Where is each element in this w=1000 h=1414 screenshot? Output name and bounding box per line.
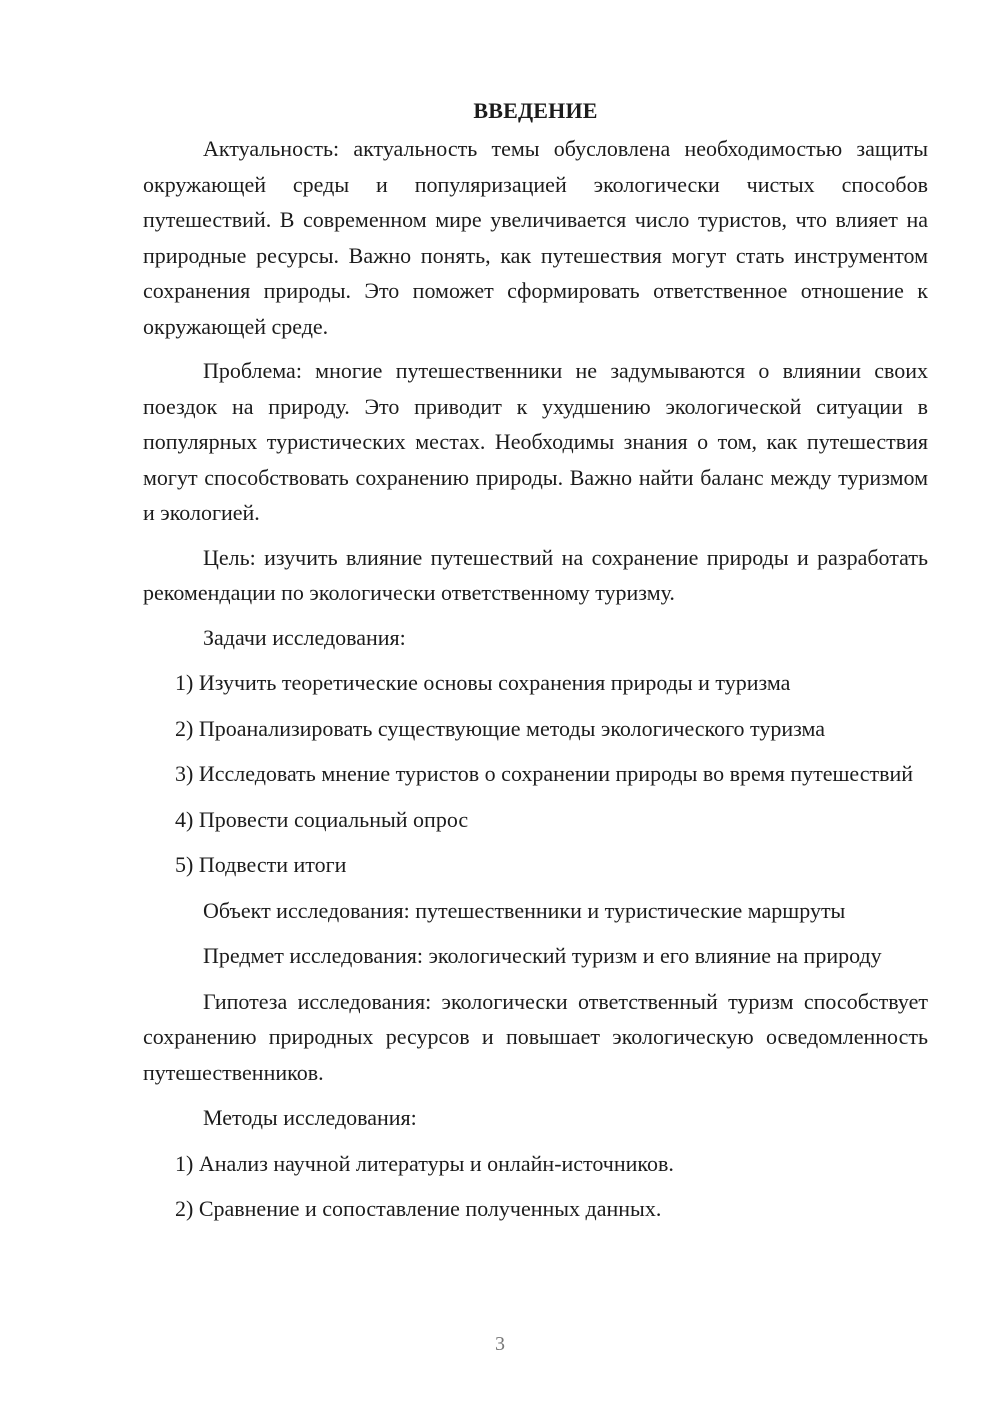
page-title: ВВЕДЕНИЕ [473,98,598,123]
paragraph-relevance: Актуальность: актуальность темы обусловлена необходимостью защиты окружающей среды и популяризацией экологически чистых способов путешествий. В современном мире увеличивается число туристов, что влияет на природные ресурсы. Важно понять, как путешествия могут стать инструментом сохранения природы. Это поможет сформировать ответственное отношение к окружающей среде. [143,136,928,339]
paragraph-problem: Проблема: многие путешественники не задумываются о влиянии своих поездок на природу. Это приводит к ухудшению экологической ситуации в популярных туристических местах. Необходимы знания о том, как путешествия могут способствовать сохранению природы. Важно найти баланс между туризмом и экологией. [143,358,928,525]
tasks-heading: Задачи исследования: [203,624,406,650]
paragraph-hypothesis: Гипотеза исследования: экологически ответственный туризм способствует сохранению природных ресурсов и повышает экологическую осведомленность путешественников. [143,988,928,1085]
document-page [143,96,928,1227]
task-item-2: 2) Проанализировать существующие методы экологического туризма [175,715,826,741]
paragraph-goal: Цель: изучить влияние путешествий на сохранение природы и разработать рекомендации по экологически ответственному туризму. [143,544,928,605]
page-number: 3 [495,1333,505,1355]
paragraph-subject: Предмет исследования: экологический туризм и его влияние на природу [203,943,882,968]
method-item-2: 2) Сравнение и сопоставление полученных данных. [175,1196,662,1221]
task-item-5: 5) Подвести итоги [175,852,347,877]
task-item-1: 1) Изучить теоретические основы сохранения природы и туризма [175,670,791,695]
task-item-3: 3) Исследовать мнение туристов о сохранении природы во время путешествий [175,761,914,786]
task-item-4: 4) Провести социальный опрос [175,806,469,832]
paragraph-object: Объект исследования: путешественники и туристические маршруты [203,897,846,923]
methods-heading: Методы исследования: [203,1105,417,1130]
method-item-1: 1) Анализ научной литературы и онлайн-источников. [175,1150,674,1176]
